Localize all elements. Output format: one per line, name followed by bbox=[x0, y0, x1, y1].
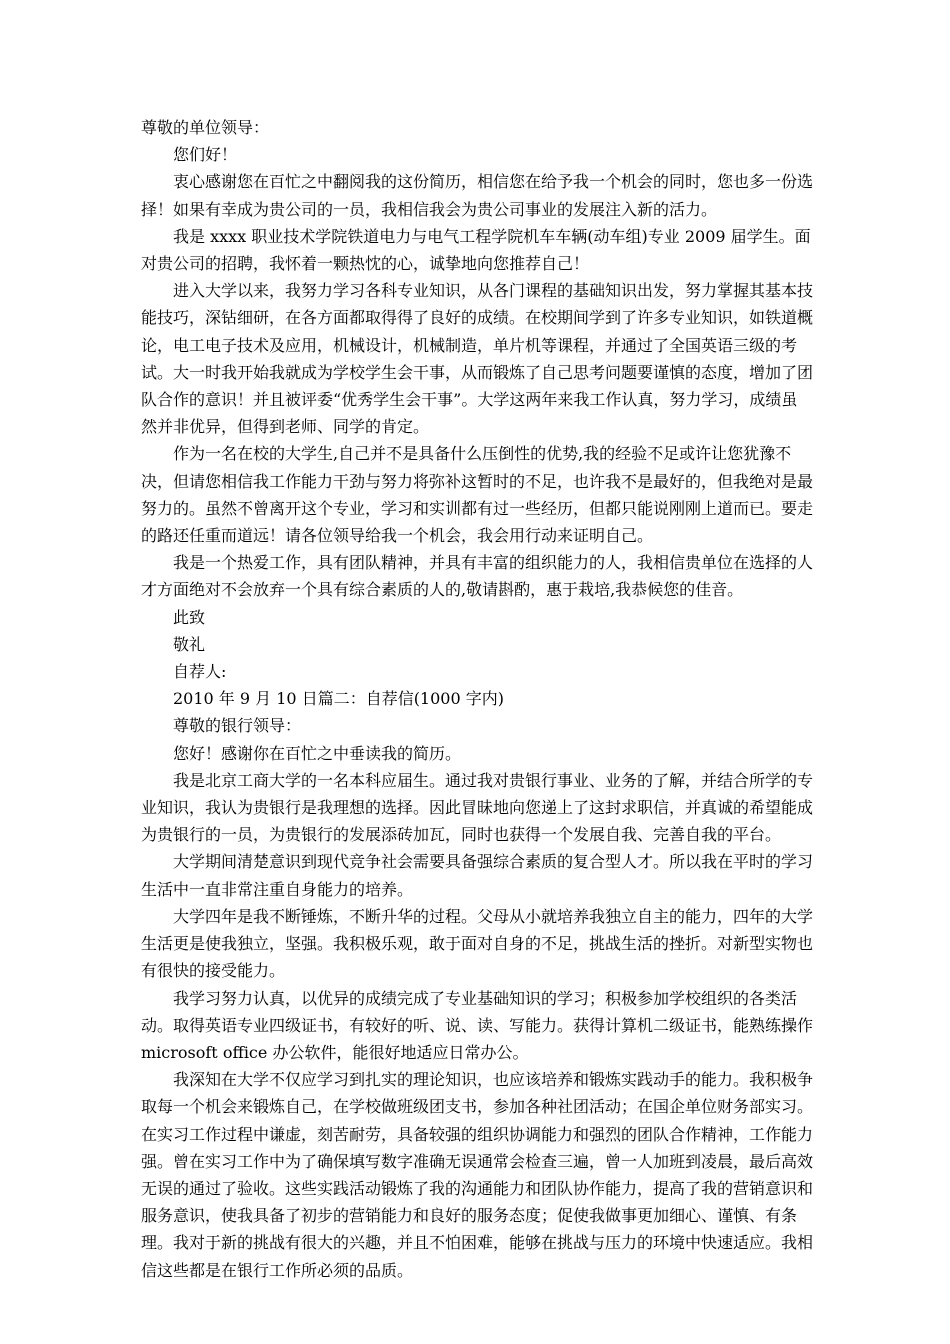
letter-body bbox=[141, 114, 813, 1284]
salutation-unit: 尊敬的单位领导： bbox=[141, 118, 270, 137]
paragraph-study: 进入大学以来，我努力学习各科专业知识，从各门课程的基础知识出发，努力掌握其基本技能技巧，深钻细研，在各方面都取得得了良好的成绩。在校期间学到了许多专业知识，如铁道概论，电工电子技术及应用，机械设计，机械制造，单片机等课程，并通过了全国英语三级的考试。大一时我开始我就成为学校学生会干事，从而锻炼了自己思考问题要谨慎的态度，增加了团队合作的意识！并且被评委“优秀学生会干事”。大学这两年来我工作认真，努力学习，成绩虽然并非优异，但得到老师、同学的肯定。 bbox=[141, 281, 814, 437]
paragraph-effort: 作为一名在校的大学生,自己并不是具备什么压倒性的优势,我的经验不足或许让您犹豫不决，但请您相信我工作能力干劲与努力将弥补这暂时的不足，也许我不是最好的，但我绝对是最努力的。虽然不曾离开这个专业，学习和实训都有过一些经历，但都只能说刚刚上道而已。要走的路还任重而道远！请各位领导给我一个机会，我会用行动来证明自己。 bbox=[141, 444, 814, 546]
paragraph-skills: 我学习努力认真，以优异的成绩完成了专业基础知识的学习；积极参加学校组织的各类活动。取得英语专业四级证书，有较好的听、说、读、写能力。获得计算机二级证书，能熟练操作 microsoft office 办公软件，能很好地适应日常办公。 bbox=[141, 988, 814, 1062]
signature-label: 自荐人: bbox=[173, 662, 227, 682]
salutation-bank: 尊敬的银行领导： bbox=[173, 716, 302, 736]
paragraph-university: 我是北京工商大学的一名本科应届生。通过我对贵银行事业、业务的了解，并结合所学的专业知识，我认为贵银行是我理想的选择。因此冒昧地向您递上了这封求职信，并真诚的希望能成为贵银行的一员，为贵银行的发展添砖加瓦，同时也获得一个发展自我、完善自我的平台。 bbox=[141, 770, 814, 845]
paragraph-intro: 我是 xxxx 职业技术学院铁道电力与电气工程学院机车车辆(动车组)专业 2009 届学生。面对贵公司的招聘，我怀着一颗热忱的心，诚挚地向您推荐自己！ bbox=[141, 226, 811, 274]
closing-cizhi: 此致 bbox=[173, 607, 206, 627]
closing-jingli: 敬礼 bbox=[173, 634, 206, 654]
greeting: 您们好！ bbox=[173, 145, 238, 165]
date-and-section-title: 2010 年 9 月 10 日篇二：自荐信(1000 字内) bbox=[173, 689, 504, 709]
paragraph-thanks: 衷心感谢您在百忙之中翻阅我的这份简历，相信您在给予我一个机会的同时，您也多一份选择！如果有幸成为贵公司的一员，我相信我会为贵公司事业的发展注入新的活力。 bbox=[141, 172, 814, 219]
paragraph-practice: 我深知在大学不仅应学习到扎实的理论知识，也应该培养和锻炼实践动手的能力。我积极争取每一个机会来锻炼自己，在学校做班级团支书，参加各种社团活动；在国企单位财务部实习。在实习工作过程中谦虚，刻苦耐劳，具备较强的组织协调能力和强烈的团队合作精神，工作能力强。曾在实习工作中为了确保填写数字准确无误通常会检查三遍，曾一人加班到凌晨，最后高效无误的通过了验收。这些实践活动锻炼了我的沟通能力和团队协作能力，提高了我的营销意识和服务意识，使我具备了初步的营销能力和良好的服务态度；促使我做事更加细心、谨慎、有条理。我对于新的挑战有很大的兴趣，并且不怕困难，能够在挑战与压力的环境中快速适应。我相信这些都是在银行工作所必须的品质。 bbox=[141, 1070, 814, 1280]
paragraph-awareness: 大学期间清楚意识到现代竞争社会需要具备强综合素质的复合型人才。所以我在平时的学习生活中一直非常注重自身能力的培养。 bbox=[141, 852, 814, 899]
paragraph-teamwork: 我是一个热爱工作，具有团队精神，并具有丰富的组织能力的人，我相信贵单位在选择的人才方面绝对不会放弃一个具有综合素质的人的,敬请斟酌，惠于栽培,我恭候您的佳音。 bbox=[141, 553, 814, 600]
paragraph-growth: 大学四年是我不断锤炼，不断升华的过程。父母从小就培养我独立自主的能力，四年的大学生活更是使我独立，坚强。我积极乐观，敢于面对自身的不足，挑战生活的挫折。对新型实物也有很快的接受能力。 bbox=[141, 906, 814, 981]
greeting-bank: 您好！感谢你在百忙之中垂读我的简历。 bbox=[173, 743, 462, 763]
